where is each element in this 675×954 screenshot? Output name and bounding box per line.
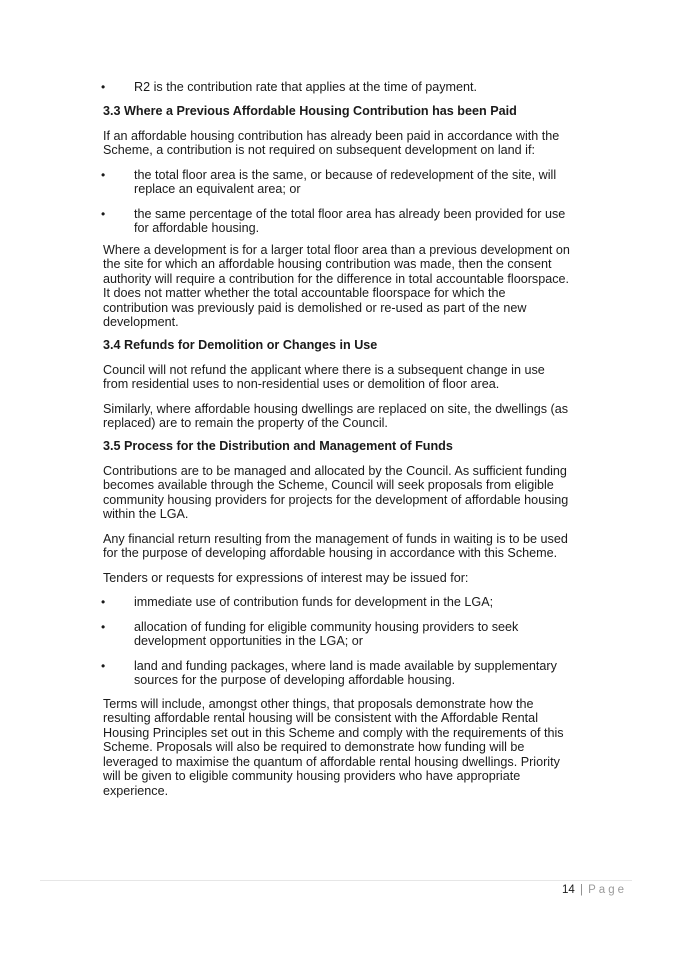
section-heading-3-5: 3.5 Process for the Distribution and Management of Funds [103, 438, 453, 453]
paragraph: If an affordable housing contribution has already been paid in accordance with the Scheme, a contribution is not required on subsequent development on land if: [103, 128, 560, 157]
page-label: Page [588, 884, 627, 896]
paragraph: Any financial return resulting from the management of funds in waiting is to be used for the purpose of developing affordable housing in accordance with this Scheme. [103, 531, 568, 560]
page-content [103, 80, 573, 798]
bullet-dot: • [101, 658, 106, 673]
list-item [103, 207, 573, 236]
bullet-dot: • [101, 595, 106, 609]
list-item-text: allocation of funding for eligible community housing providers to seek development opportunities in the LGA; or [134, 619, 519, 648]
list-item [103, 80, 573, 95]
list-item-text: R2 is the contribution rate that applies at the time of payment. [134, 80, 478, 94]
paragraph: Similarly, where affordable housing dwellings are replaced on site, the dwellings (as replaced) are to remain the property of the Council. [103, 401, 569, 430]
list-item-text: the total floor area is the same, or because of redevelopment of the site, will replace an equivalent area; or [134, 167, 557, 196]
paragraph: Terms will include, amongst other things, that proposals demonstrate how the resulting affordable rental housing will be consistent with the Affordable Rental Housing Principles set out in this Scheme and comply with the requirements of this Scheme. Proposals will also be required to demonstrate how funding will be leveraged to maximise the quantum of affordable rental housing dwellings. Priority will be given to eligible community housing providers who have appropriate experience. [103, 696, 564, 798]
paragraph: Council will not refund the applicant where there is a subsequent change in use from residential uses to non-residential uses or demolition of floor area. [103, 362, 545, 391]
list-item-text: the same percentage of the total floor area has already been provided for use for affordable housing. [134, 206, 566, 235]
bullet-dot: • [101, 80, 106, 94]
section-heading-3-4: 3.4 Refunds for Demolition or Changes in Use [103, 337, 378, 352]
list-item-text: immediate use of contribution funds for development in the LGA; [134, 595, 494, 609]
bullet-dot: • [101, 167, 106, 182]
list-item-text: land and funding packages, where land is made available by supplementary sources for the purpose of developing affordable housing. [134, 658, 557, 687]
footer-separator: | [579, 884, 583, 896]
footer-divider [40, 880, 632, 881]
list-item [103, 620, 573, 649]
bullet-dot: • [101, 206, 106, 221]
paragraph: Contributions are to be managed and allocated by the Council. As sufficient funding becomes available through the Scheme, Council will seek proposals from eligible community housing providers for projects for the development of affordable housing within the LGA. [103, 463, 569, 521]
bullet-dot: • [101, 619, 106, 634]
page-number: 14 [561, 884, 575, 896]
paragraph: Where a development is for a larger total floor area than a previous development on the site for which an affordable housing contribution was made, then the consent authority will require a contribution for the difference in total accountable floorspace. It does not matter whether the total accountable floorspace for which the contribution was previously paid is demolished or re-used as part of the new development. [103, 242, 570, 329]
list-item [103, 168, 573, 197]
page-footer [562, 884, 627, 896]
paragraph: Tenders or requests for expressions of interest may be issued for: [103, 570, 469, 585]
list-item [103, 659, 573, 688]
section-heading-3-3: 3.3 Where a Previous Affordable Housing Contribution has been Paid [103, 103, 517, 118]
list-item [103, 595, 573, 610]
